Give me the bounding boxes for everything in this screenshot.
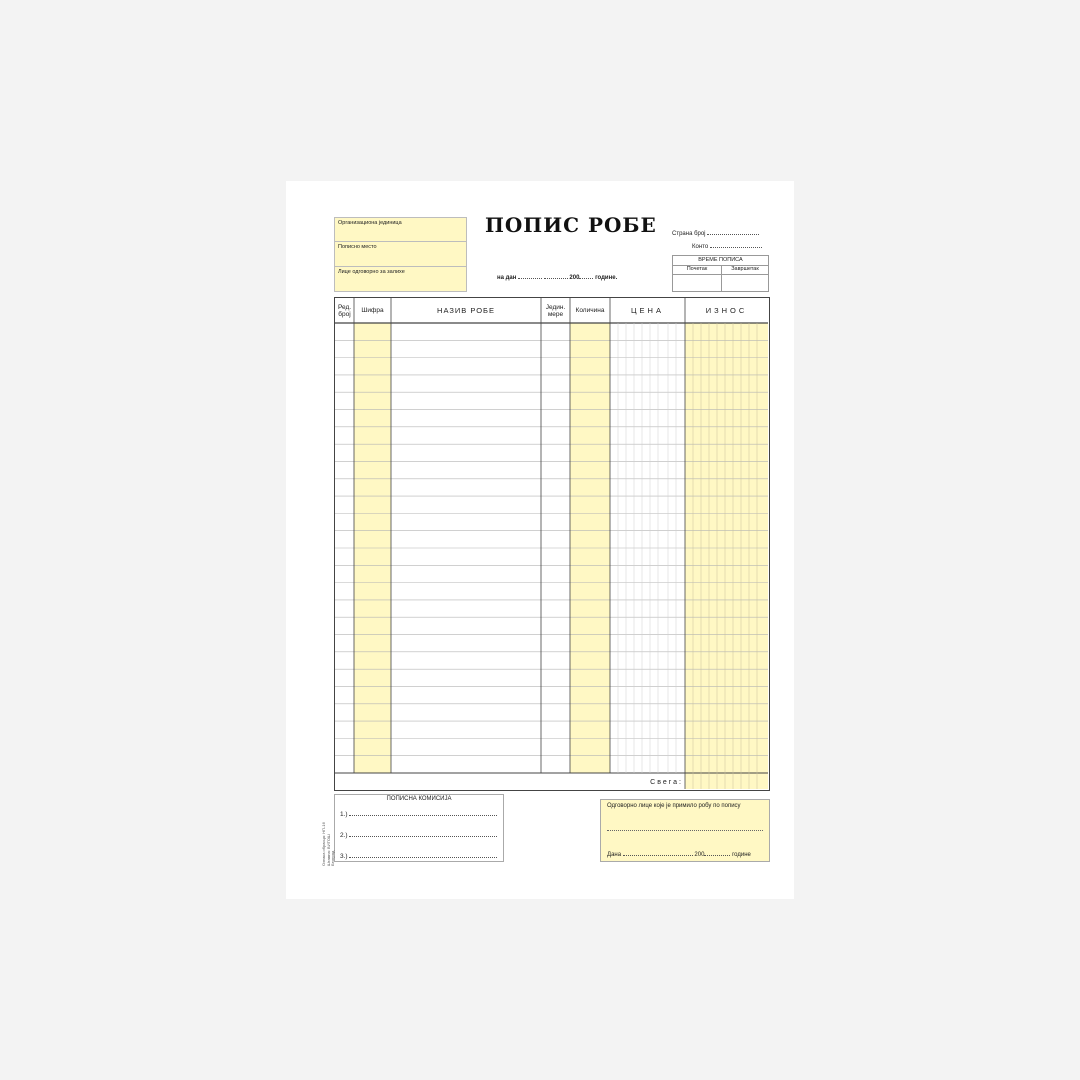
end-time-label: Завршетак [721,265,769,275]
commission-title: ПОПИСНА КОМИСИЈА [386,796,452,802]
year-prefix: 200 [569,275,580,281]
responsible-person-label: Лице одговорно за залихе [338,268,405,275]
col-header-row-number: Ред. број [337,303,352,318]
inventory-table [334,297,770,791]
day-field[interactable] [518,273,542,279]
organization-info-box [334,217,467,292]
org-unit-label: Организациона јединица [338,220,402,226]
date-prefix: на дан [497,275,517,281]
col-header-quantity: Количина [575,307,605,314]
page-number-field[interactable] [672,229,759,237]
col-header-name: НАЗИВ РОБЕ [437,306,495,315]
responsible-person-field[interactable] [335,267,466,291]
inventory-place-label: Пописно место [338,244,377,251]
col-header-price: ЦЕНА [631,306,664,315]
signature-line[interactable] [607,830,763,831]
side-print-info: Ознака обрасца: НП-16 Штампа: ВИТОШ Београд [321,822,335,866]
inventory-time-box [672,255,769,292]
responsible-text: Одговорно лице које је примило робу по попису [607,803,741,809]
page-number-label: Страна број [672,231,706,237]
start-time-label: Почетак [673,265,721,275]
col-header-code: Шифра [361,307,384,314]
date-line [497,273,617,281]
col-header-amount: ИЗНОС [705,306,748,315]
commission-member-3[interactable]: 3.) [340,852,497,860]
org-unit-field[interactable] [335,218,466,242]
page-number-line [707,229,759,235]
inventory-time-title: ВРЕМЕ ПОПИСА [673,256,768,266]
account-line [710,242,762,248]
time-box-divider [721,265,722,291]
commission-member-2[interactable]: 2.) [340,831,497,839]
account-label: Конто [692,244,709,250]
commission-box [334,794,504,862]
year-field[interactable] [579,273,593,279]
table-grid [335,298,768,789]
account-field[interactable] [692,242,762,250]
date-suffix: године. [595,275,618,281]
inventory-place-field[interactable] [335,242,466,266]
col-header-unit: Једин. мере [545,303,566,318]
amount-column-fill [685,323,768,789]
responsible-receipt-box [600,799,770,862]
form-title: ПОПИС РОБЕ [485,213,657,237]
receipt-date-line[interactable]: Дана 200 године [607,852,751,858]
month-field[interactable] [544,273,568,279]
total-label: Свега: [650,779,683,786]
commission-member-1[interactable]: 1.) [340,810,497,818]
